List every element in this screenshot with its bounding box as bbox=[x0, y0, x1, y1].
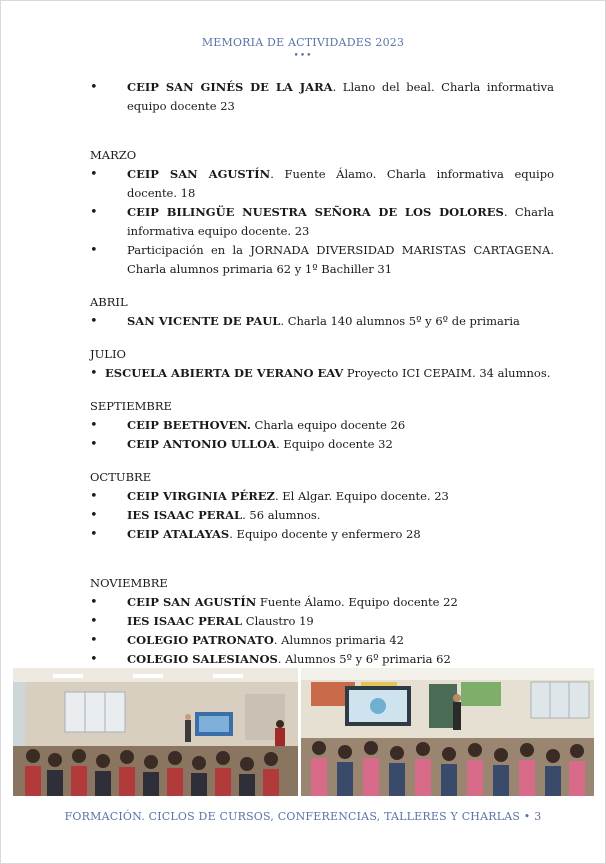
photo-strip bbox=[13, 668, 594, 796]
list-item bbox=[90, 435, 554, 454]
item-bold: CEIP BILINGÜE NUESTRA SEÑORA DE LOS DOLORES bbox=[127, 205, 504, 219]
item-text: . Llano del beal. Charla informativa equipo docente 23 bbox=[127, 80, 555, 113]
page-footer: FORMACIÓN. CICLOS DE CURSOS, CONFERENCIAS, TALLERES Y CHARLAS • 3 bbox=[64, 810, 542, 823]
list-item bbox=[90, 525, 554, 544]
list-item bbox=[90, 650, 554, 669]
item-bold: CEIP SAN AGUSTÍN bbox=[127, 167, 271, 181]
header-title: MEMORIA DE ACTIVIDADES 2023 bbox=[201, 36, 405, 49]
noviembre-list bbox=[90, 593, 554, 669]
classroom-photo-right bbox=[301, 668, 594, 796]
item-bold: COLEGIO PATRONATO bbox=[127, 633, 274, 647]
item-text: Claustro 19 bbox=[242, 614, 314, 628]
marzo-list bbox=[90, 165, 554, 279]
abril-list bbox=[90, 312, 554, 331]
item-bold: CEIP ANTONIO ULLOA bbox=[127, 437, 277, 451]
month-heading-marzo: MARZO bbox=[90, 148, 137, 162]
list-item bbox=[90, 416, 554, 435]
bullet-icon: • bbox=[90, 595, 98, 610]
bullet-icon: • bbox=[90, 633, 98, 648]
list-item bbox=[90, 364, 554, 383]
list-item bbox=[90, 631, 554, 650]
list-item bbox=[90, 593, 554, 612]
bullet-icon: • bbox=[90, 366, 98, 381]
item-bold: IES ISAAC PERAL bbox=[127, 614, 243, 628]
list-item bbox=[90, 203, 554, 241]
bullet-icon: • bbox=[90, 508, 98, 523]
septiembre-list bbox=[90, 416, 554, 454]
item-text: . Fuente Álamo. Charla informativa equipo docente. 18 bbox=[127, 167, 554, 200]
item-bold: IES ISAAC PERAL bbox=[127, 508, 243, 522]
item-bold: CEIP SAN GINÉS DE LA JARA bbox=[127, 80, 333, 94]
item-bold: CEIP SAN AGUSTÍN bbox=[127, 595, 257, 609]
month-heading-septiembre: SEPTIEMBRE bbox=[90, 399, 172, 413]
list-item bbox=[90, 312, 554, 331]
bullet-icon: • bbox=[90, 80, 98, 95]
item-bold: ESCUELA ABIERTA DE VERANO EAV bbox=[105, 366, 344, 380]
octubre-list bbox=[90, 487, 554, 544]
item-text: . Charla informativa equipo docente. 23 bbox=[127, 205, 554, 238]
document-body bbox=[90, 78, 554, 669]
item-text: . Equipo docente y enfermero 28 bbox=[229, 527, 421, 541]
bullet-icon: • bbox=[90, 614, 98, 629]
bullet-icon: • bbox=[90, 243, 98, 258]
item-text: . Charla 140 alumnos 5º y 6º de primaria bbox=[280, 314, 520, 328]
bullet-icon: • bbox=[90, 167, 98, 182]
item-bold: SAN VICENTE DE PAUL bbox=[127, 314, 281, 328]
bullet-icon: • bbox=[90, 205, 98, 220]
item-bold: COLEGIO SALESIANOS bbox=[127, 652, 278, 666]
list-item bbox=[90, 78, 554, 116]
item-text: Fuente Álamo. Equipo docente 22 bbox=[256, 595, 458, 609]
item-text: . Alumnos 5º y 6º primaria 62 bbox=[277, 652, 451, 666]
bullet-icon: • bbox=[90, 527, 98, 542]
item-bold: CEIP BEETHOVEN. bbox=[127, 418, 251, 432]
item-text: Proyecto ICI CEPAIM. 34 alumnos. bbox=[343, 366, 551, 380]
item-text: . 56 alumnos. bbox=[242, 508, 321, 522]
month-heading-julio: JULIO bbox=[90, 347, 126, 361]
item-text: . El Algar. Equipo docente. 23 bbox=[274, 489, 449, 503]
month-heading-octubre: OCTUBRE bbox=[90, 470, 152, 484]
item-bold: CEIP ATALAYAS bbox=[127, 527, 230, 541]
bullet-icon: • bbox=[90, 437, 98, 452]
item-text: Participación en la JORNADA DIVERSIDAD MARISTAS CARTAGENA. Charla alumnos primaria 62 y 1º Bachiller 31 bbox=[127, 243, 554, 276]
item-bold: CEIP VIRGINIA PÉREZ bbox=[127, 489, 275, 503]
month-heading-noviembre: NOVIEMBRE bbox=[90, 576, 168, 590]
item-text: . Equipo docente 32 bbox=[276, 437, 393, 451]
list-item bbox=[90, 612, 554, 631]
bullet-icon: • bbox=[90, 418, 98, 433]
bullet-icon: • bbox=[90, 652, 98, 667]
month-heading-abril: ABRIL bbox=[90, 295, 128, 309]
julio-list bbox=[90, 364, 554, 383]
intro-list bbox=[90, 78, 554, 116]
list-item bbox=[90, 241, 554, 279]
item-text: . Alumnos primaria 42 bbox=[273, 633, 404, 647]
header-ornament: ••• bbox=[293, 51, 313, 61]
bullet-icon: • bbox=[90, 314, 98, 329]
list-item bbox=[90, 506, 554, 525]
list-item bbox=[90, 487, 554, 506]
bullet-icon: • bbox=[90, 489, 98, 504]
classroom-photo-left bbox=[13, 668, 298, 796]
list-item bbox=[90, 165, 554, 203]
item-text: Charla equipo docente 26 bbox=[250, 418, 406, 432]
